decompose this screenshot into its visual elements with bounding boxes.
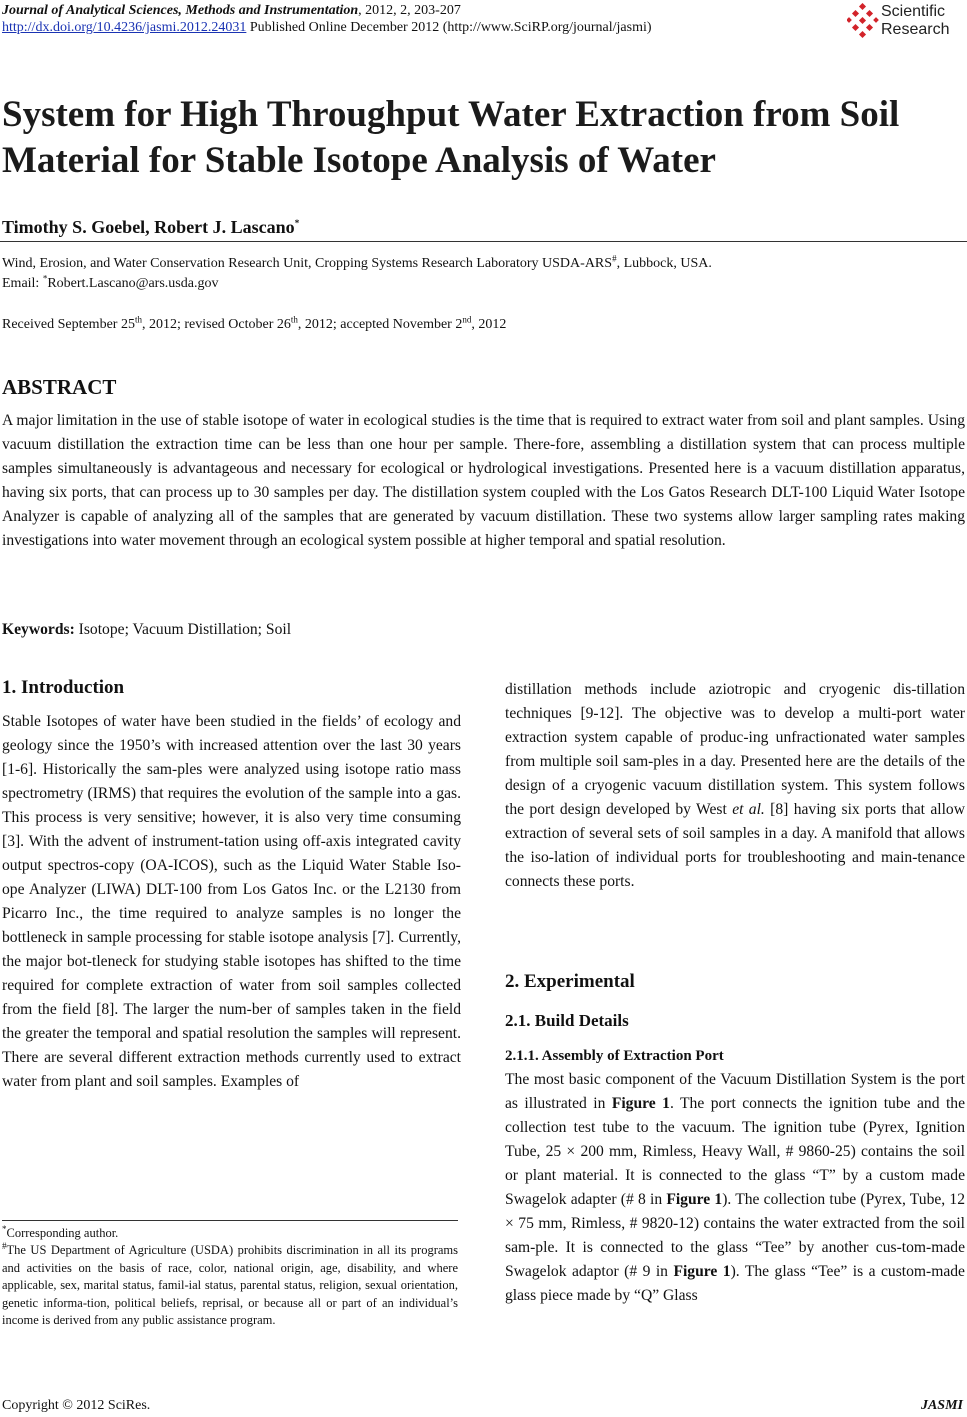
logo-line-2: Research [881,21,950,38]
journal-header [2,2,461,19]
year-part: , 2012 [471,317,507,332]
affiliation-tail: , Lubbock, USA. [616,256,712,271]
experimental-paragraph [505,1068,965,1308]
publisher-logo [847,2,967,42]
subsubsection-heading-assembly: 2.1.1. Assembly of Extraction Port [505,1048,724,1064]
introduction-continued [505,678,965,894]
title-rule [0,241,967,242]
experimental-text: ). The collection tube (Pyrex, Tube, 12 × 75 mm, Rimless, # 9820-12) contains the water extracted from the soil sam-ple. It is connected to the glass “Tee” by another cus-tom-made Swagelok adaptor (# 9 in [505,1191,965,1280]
footnote-mark: # [2,1241,7,1252]
introduction-paragraph: Stable Isotopes of water have been studied in the fields’ of ecology and geology since the 1950’s with increased attention over the last 30 years [1-6]. Historically the sam-ples were analyzed using isotope ratio mass spectrometry (IRMS) that requires the evolution of the sample into a gas. This process is very sensitive; however, it is also very time consuming [3]. With the advent of instrument-tation using off-axis integrated cavity output spectros-copy (OA-ICOS), such as the Liquid Water Stable Iso-ope Analyzer (LIWA) DLT-100 from Los Gatos Inc. or the L2130 from Picarro Inc., the time required to analyze samples is no longer the bottleneck in sample processing for stable isotope analysis [7]. Currently, the major bot-tleneck for studying stable isotopes has shifted to the time required for complete extraction of water from soil samples collected from the field [8]. The larger the num-ber of samples taken in the field the greater the temporal and spatial resolution the samples will represent. There are several different extraction methods currently used to extract water from plant and soil samples. Examples of [2,713,461,1090]
ordinal-suffix: nd [462,314,472,325]
authors: Timothy S. Goebel, Robert J. Lascano [2,217,295,237]
author-list [2,216,299,238]
logo-wordmark [881,3,949,39]
email-address[interactable]: Robert.Lascano@ars.usda.gov [47,276,219,291]
email-line [2,274,218,294]
publication-line [2,19,652,36]
experimental-text: ). The glass “Tee” is a custom-made glass piece made by “Q” Glass [505,1263,965,1304]
footnote-text: The US Department of Agriculture (USDA) prohibits discrimination in all its programs and activities on the basis of race, color, national origin, age, disability, and where applicable, sex, marital status, famil-ial status, parental status, religion, sexual orientation, genetic informa-tion, political beliefs, reprisal, or because all or part of an individual’s income is derived from any public assistance program. [2,1243,458,1328]
revised-part: , 2012; revised October 26 [141,317,291,332]
received-dates [2,315,506,335]
footnote-text: Corresponding author. [6,1226,119,1240]
figure-reference[interactable]: Figure 1 [673,1263,731,1280]
figure-reference[interactable]: Figure 1 [611,1095,670,1112]
subsection-heading-build-details: 2.1. Build Details [505,1011,629,1030]
abstract-heading: ABSTRACT [2,375,117,399]
email-label: Email: [2,276,43,291]
intro-text: [8] having six ports that allow extraction of several sets of soil samples in a day. A manifold that allows the iso-lation of individual ports for troubleshooting and main-tenance connects these ports. [505,801,965,890]
footnotes [2,1225,458,1329]
keywords-text: Isotope; Vacuum Distillation; Soil [74,621,292,638]
footnote-rule [2,1220,458,1221]
author-mark: * [294,218,300,228]
logo-line-1: Scientific [881,3,946,20]
keywords-label: Keywords: [2,621,75,638]
experimental-text: The most basic component of the Vacuum Distillation System is the port as illustrated in [505,1071,965,1112]
section-heading-introduction: 1. Introduction [2,677,125,698]
scientific-research-logo-icon [847,3,879,39]
experimental-text: . The port connects the ignition tube and the collection test tube to the vacuum. The ignition tube (Pyrex, Ignition Tube, 25 × 200 mm, Rimless, Heavy Wall, # 9860-25) contains the soil or plant material. It is connected to the glass “T” by a custom made Swagelok adapter (# 8 in [505,1095,965,1208]
ordinal-suffix: th [134,314,142,325]
affiliation-text: Wind, Erosion, and Water Conservation Research Unit, Cropping Systems Research Laboratory USDA-ARS [2,256,613,271]
doi-link[interactable]: http://dx.doi.org/10.4236/jasmi.2012.24031 [2,20,247,35]
journal-abbreviation: JASMI [920,1398,963,1413]
intro-etal: et al. [732,801,765,818]
abstract-text: A major limitation in the use of stable isotope of water in ecological studies is the time that is required to extract water from soil and plant samples. Using vacuum distillation the extraction time can be less than one hour per sample. There-fore, assembling a distillation system that can process multiple samples simultaneously is advantageous and necessary for ecological or hydrological investigations. Presented here is a vacuum distillation apparatus, having six ports, that can process up to 30 samples per day. The distillation system coupled with the Los Gatos Research DLT-100 Liquid Water Isotope Analyzer is capable of analyzing all of the samples that are generated by vacuum distillation. These two systems allow larger sampling rates making investigations into water movement through an ecological system possible at higher temporal and spatial resolution. [2,412,965,549]
journal-name: Journal of Analytical Sciences, Methods and Instrumentation [2,3,359,18]
footnote-corresponding [2,1225,458,1242]
figure-reference[interactable]: Figure 1 [666,1191,723,1208]
affiliation-mark: # [612,253,617,264]
footnote-mark: * [2,1223,7,1234]
accepted-part: , 2012; accepted November 2 [297,317,463,332]
affiliation [2,254,712,274]
ordinal-suffix: th [290,314,298,325]
paper-title: System for High Throughput Water Extraction from Soil Material for Stable Isotope Analysis of Water [2,94,900,181]
email-mark: * [42,273,48,284]
section-heading-experimental: 2. Experimental [505,971,635,992]
received-part: Received September 25 [2,317,135,332]
footnote-usda [2,1242,458,1329]
published-online: Published Online December 2012 (http://www.SciRP.org/journal/jasmi) [246,20,652,35]
keywords [2,619,291,641]
intro-text: distillation methods include aziotropic and cryogenic dis-tillation techniques [9-12]. The objective was to develop a multi-port water extraction system capable of produc-ing unfractionated water samples from multiple soil sam-ples in a day. Presented here are the details of the design of a cryogenic vacuum distillation system. This system follows the port design developed by West [505,681,965,818]
journal-volume: , 2012, 2, 203-207 [358,3,461,18]
copyright: Copyright © 2012 SciRes. [2,1398,151,1413]
